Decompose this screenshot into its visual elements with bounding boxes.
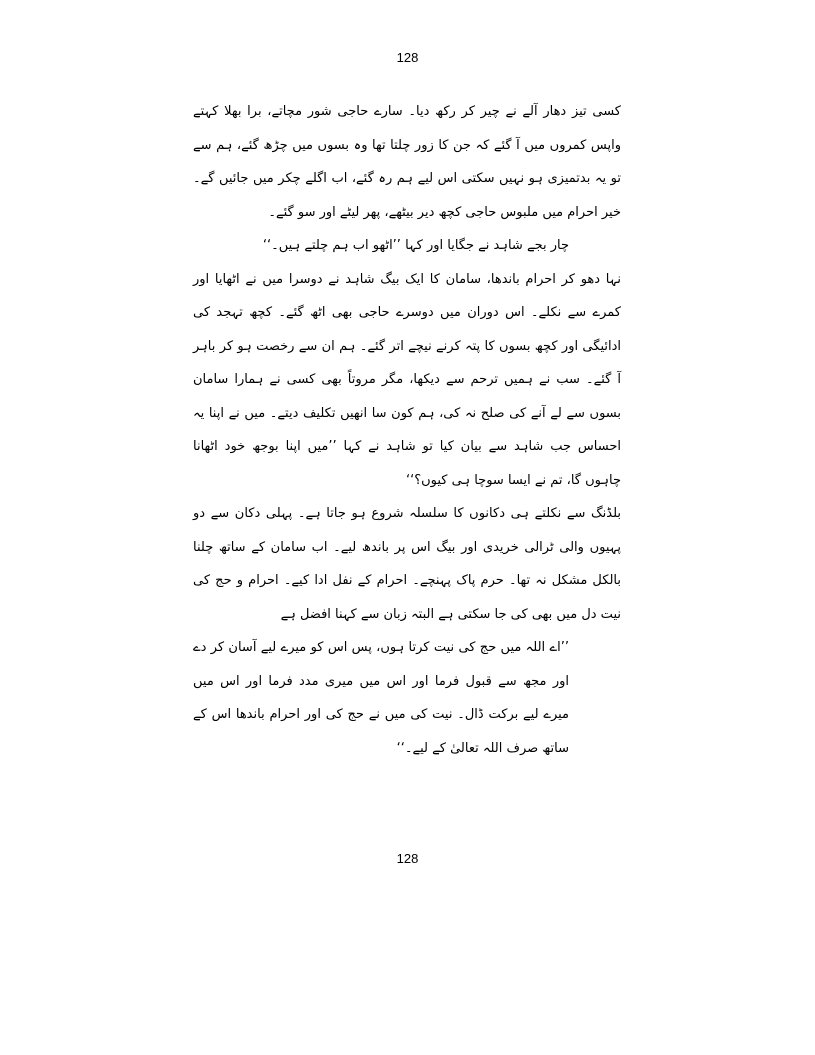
body-text [193,95,621,765]
page-number-top: 128 [396,50,419,65]
paragraph-5: ’’اے اللہ میں حج کی نیت کرتا ہوں، پس اس کو میرے لیے آسان کر دے اور مجھ سے قبول فرما اور اس میں میری مدد فرما اور اس میں میرے لیے برکت ڈال۔ نیت کی میں نے حج کی اور احرام باندھا اس کے ساتھ صرف اللہ تعالیٰ کے لیے۔‘‘ [193,640,569,756]
paragraph-2: چار بجے شاہد نے جگایا اور کہا ’’اٹھو اب ہم چلتے ہیں۔‘‘ [262,238,569,253]
page-number-bottom: 128 [396,851,419,866]
paragraph-4: بلڈنگ سے نکلتے ہی دکانوں کا سلسلہ شروع ہو جاتا ہے۔ پہلی دکان سے دو پہیوں والی ٹرالی خریدی اور بیگ اس پر باندھ لیے۔ اب سامان کے ساتھ چلنا بالکل مشکل نہ تھا۔ حرم پاک پہنچے۔ احرام کے نفل ادا کیے۔ احرام و حج کی نیت دل میں بھی کی جا سکتی ہے البتہ زبان سے کہنا افضل ہے [193,506,621,622]
paragraph-3: نہا دھو کر احرام باندھا، سامان کا ایک بیگ شاہد نے دوسرا میں نے اٹھایا اور کمرے سے نکلے۔ اس دوران میں دوسرے حاجی بھی اٹھ گئے۔ کچھ تہجد کی ادائیگی اور کچھ بسوں کا پتہ کرنے نیچے اتر گئے۔ ہم ان سے رخصت ہو کر باہر آ گئے۔ سب نے ہمیں ترحم سے دیکھا، مگر مروتاً بھی کسی نے ہمارا سامان بسوں سے لے آنے کی صلح نہ کی، ہم کون سا انھیں تکلیف دیتے۔ میں نے اپنا یہ احساس جب شاہد سے بیان کیا تو شاہد نے کہا ’’میں اپنا بوجھ خود اٹھانا چاہوں گا، تم نے ایسا سوچا ہی کیوں؟‘‘ [193,271,621,488]
paragraph-1: کسی تیز دھار آلے نے چیر کر رکھ دیا۔ سارے حاجی شور مچاتے، برا بھلا کہتے واپس کمروں میں آ گئے کہ جن کا زور چلتا تھا وہ بسوں میں چڑھ گئے، ہم سے تو یہ بدتمیزی ہو نہیں سکتی اس لیے ہم رہ گئے، اب اگلے چکر میں جائیں گے۔ خیر احرام میں ملبوس حاجی کچھ دیر بیٹھے، پھر لیٹے اور سو گئے۔ [193,104,621,220]
